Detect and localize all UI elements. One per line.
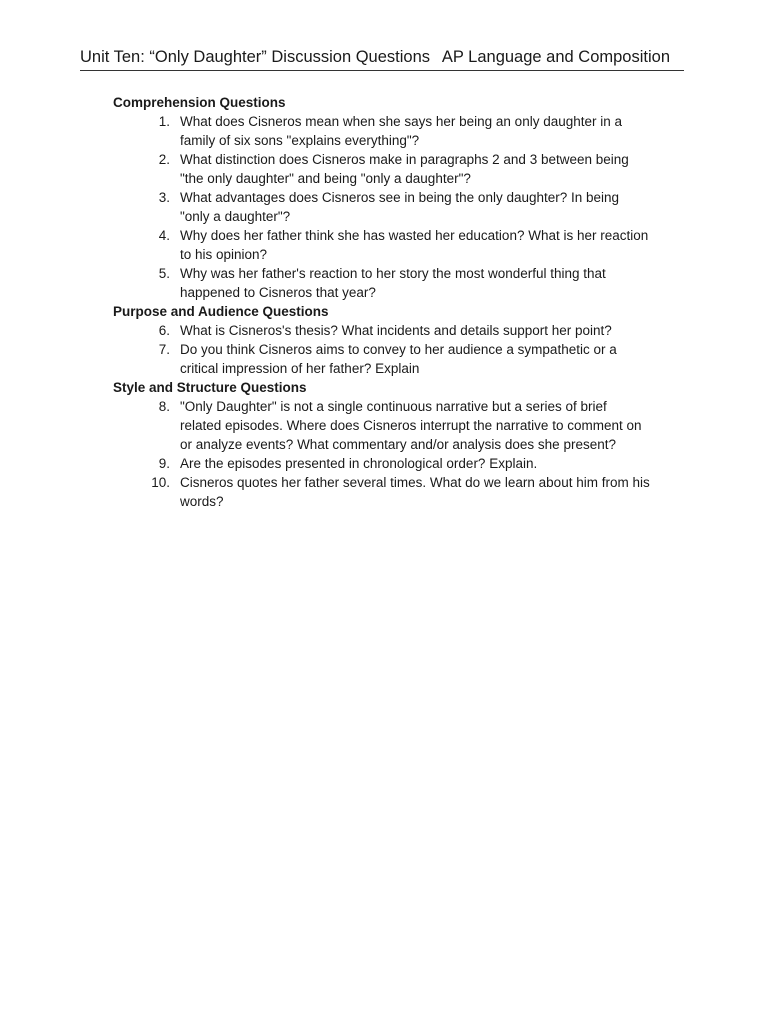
section-heading-style-structure: Style and Structure Questions: [113, 380, 307, 395]
question-number: 5.: [158, 266, 170, 281]
header-title: Unit Ten: “Only Daughter” Discussion Questions: [80, 48, 431, 66]
question-number: 2.: [158, 152, 170, 167]
question-number: 7.: [158, 342, 170, 357]
question-number: 4.: [158, 228, 170, 243]
question-item: [113, 188, 650, 226]
question-text: Why was her father's reaction to her story the most wonderful thing that happened to Cisneros that year?: [180, 266, 606, 300]
question-item: [113, 473, 650, 511]
question-text: Why does her father think she has wasted her education? What is her reaction to his opinion?: [180, 228, 649, 262]
comprehension-question-list: [113, 112, 673, 302]
question-number: 9.: [158, 456, 170, 471]
question-text: "Only Daughter" is not a single continuous narrative but a series of brief related episodes. Where does Cisneros interrupt the narrative to comment on or analyze events? What commentary and/or analysis does she present?: [180, 399, 642, 452]
question-text: Are the episodes presented in chronological order? Explain.: [180, 456, 538, 471]
question-number: 8.: [158, 399, 170, 414]
question-text: What is Cisneros's thesis? What incidents and details support her point?: [180, 323, 612, 338]
question-text: What advantages does Cisneros see in being the only daughter? In being "only a daughter"?: [180, 190, 620, 224]
question-item: [113, 226, 650, 264]
question-number: 10.: [151, 475, 170, 490]
question-item: [113, 264, 650, 302]
page-header: [80, 47, 684, 71]
question-item: [113, 321, 650, 340]
question-number: 6.: [158, 323, 170, 338]
question-text: What does Cisneros mean when she says her being an only daughter in a family of six sons "explains everything"?: [180, 114, 623, 148]
question-item: [113, 397, 650, 454]
question-text: What distinction does Cisneros make in paragraphs 2 and 3 between being "the only daughter" and being "only a daughter"?: [180, 152, 629, 186]
header-course: AP Language and Composition: [441, 48, 670, 66]
style-structure-question-list: [113, 397, 673, 511]
question-text: Do you think Cisneros aims to convey to her audience a sympathetic or a critical impression of her father? Explain: [180, 342, 617, 376]
question-item: [113, 454, 650, 473]
questions-content: [113, 93, 673, 511]
section-heading-comprehension: Comprehension Questions: [113, 95, 286, 110]
question-number: 3.: [158, 190, 170, 205]
question-number: 1.: [158, 114, 170, 129]
section-heading-purpose-audience: Purpose and Audience Questions: [113, 304, 329, 319]
question-item: [113, 112, 650, 150]
question-item: [113, 340, 650, 378]
purpose-audience-question-list: [113, 321, 673, 378]
question-item: [113, 150, 650, 188]
question-text: Cisneros quotes her father several times. What do we learn about him from his words?: [180, 475, 650, 509]
